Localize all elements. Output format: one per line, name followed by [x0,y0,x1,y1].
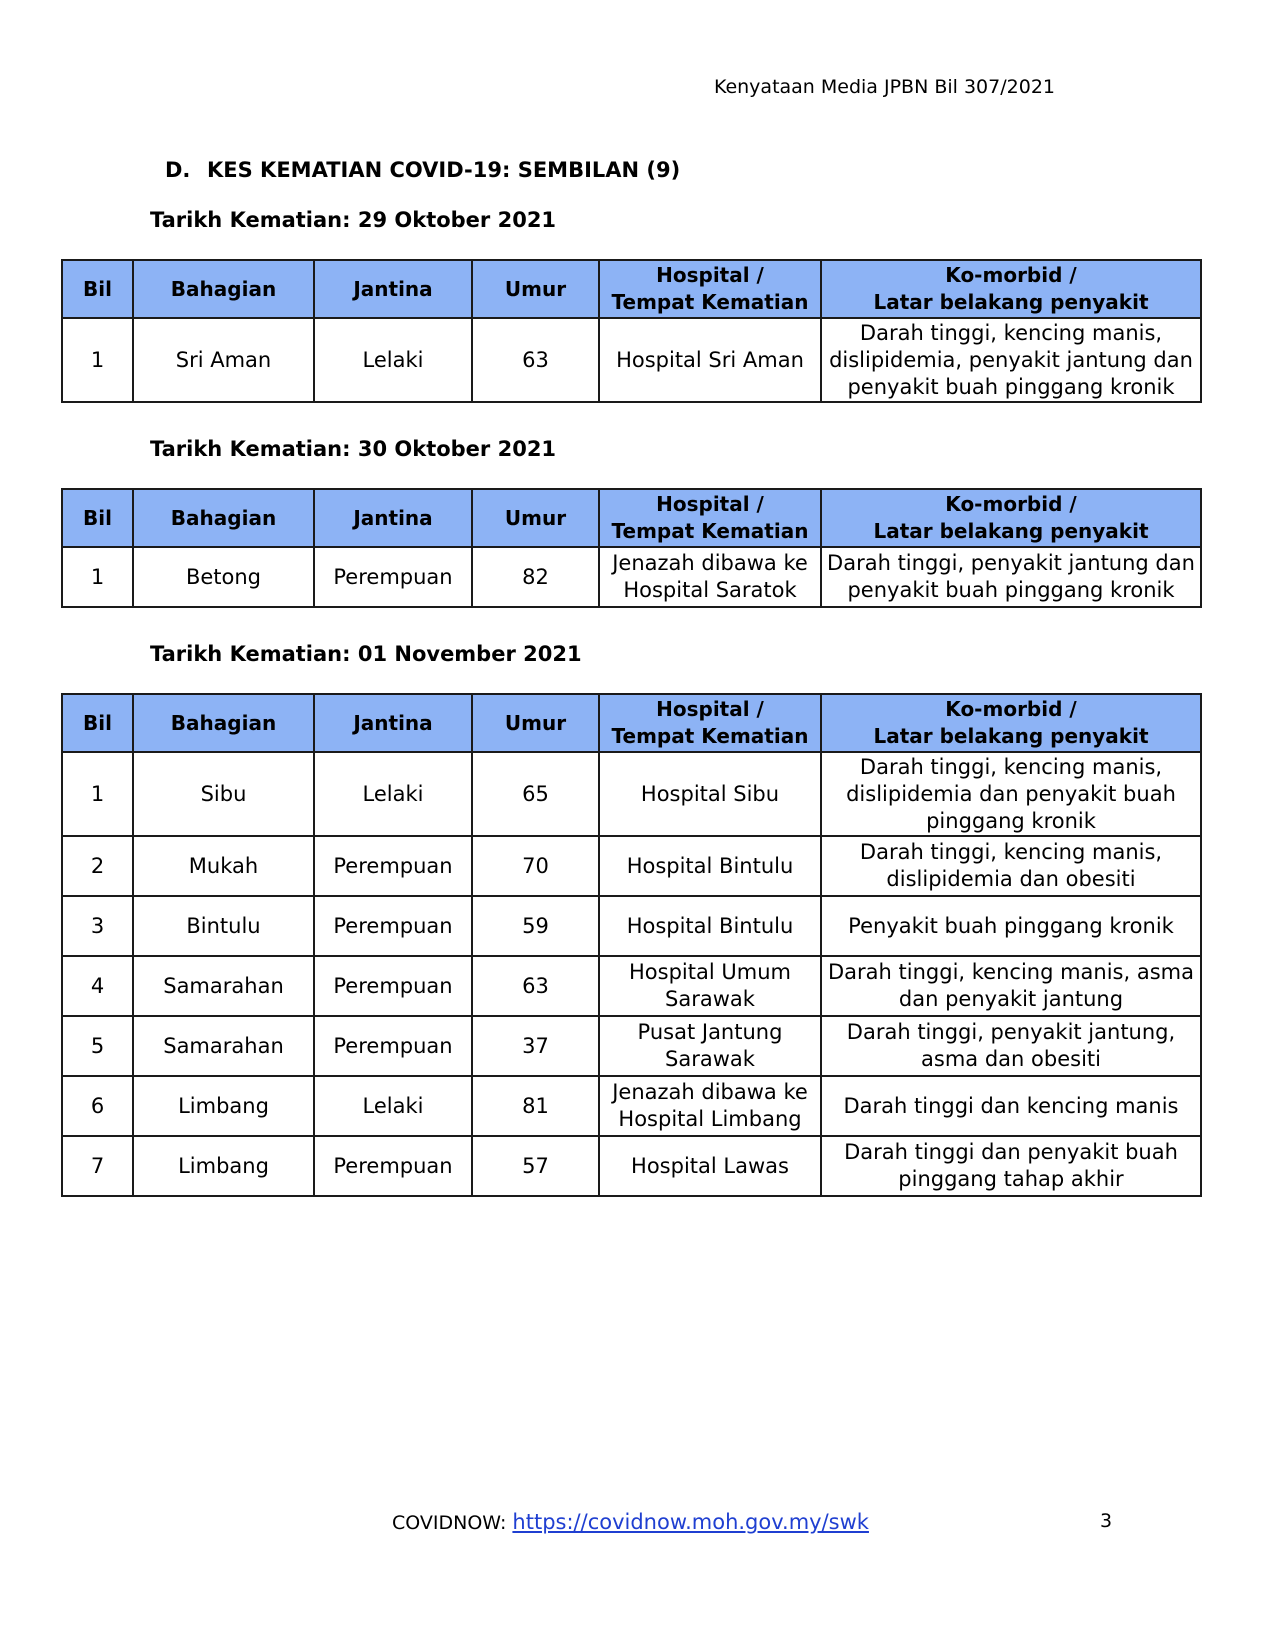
footer-label: COVIDNOW: [392,1512,507,1534]
cell-umur: 37 [472,1016,599,1076]
header-jantina: Jantina [314,694,472,752]
cell-hospital: Hospital Sri Aman [599,318,821,402]
death-table [61,488,1202,608]
cell-umur: 59 [472,896,599,956]
cell-bil: 2 [62,836,133,896]
header-umur: Umur [472,260,599,318]
section-title: KES KEMATIAN COVID-19: SEMBILAN (9) [207,158,681,182]
table-row [62,836,1201,896]
section-heading [165,158,680,182]
cell-umur: 70 [472,836,599,896]
header-row [62,694,1201,752]
cell-komorbid: Darah tinggi dan penyakit buah pinggang tahap akhir [821,1136,1201,1196]
death-table [61,693,1202,1197]
cell-jantina: Perempuan [314,836,472,896]
cell-bahagian: Mukah [133,836,314,896]
header-umur: Umur [472,489,599,547]
table-row [62,896,1201,956]
cell-komorbid: Darah tinggi, kencing manis, dislipidemia dan obesiti [821,836,1201,896]
table-body [62,318,1201,402]
table-row [62,1136,1201,1196]
cell-umur: 63 [472,956,599,1016]
table-body [62,547,1201,607]
cell-hospital: Hospital Bintulu [599,836,821,896]
header-bahagian: Bahagian [133,260,314,318]
cell-hospital: Hospital Bintulu [599,896,821,956]
cell-bahagian: Bintulu [133,896,314,956]
cell-umur: 81 [472,1076,599,1136]
cell-bil: 7 [62,1136,133,1196]
table-row [62,1016,1201,1076]
cell-bahagian: Sibu [133,752,314,836]
cell-komorbid: Darah tinggi, penyakit jantung dan penyakit buah pinggang kronik [821,547,1201,607]
table-header [62,489,1201,547]
header-umur: Umur [472,694,599,752]
table-header [62,260,1201,318]
cell-komorbid: Darah tinggi, kencing manis, dislipidemia dan penyakit buah pinggang kronik [821,752,1201,836]
cell-umur: 82 [472,547,599,607]
header-row [62,489,1201,547]
cell-hospital: Jenazah dibawa ke Hospital Limbang [599,1076,821,1136]
document-reference: Kenyataan Media JPBN Bil 307/2021 [713,76,1055,98]
cell-bil: 1 [62,752,133,836]
cell-komorbid: Darah tinggi, penyakit jantung, asma dan obesiti [821,1016,1201,1076]
header-komorbid: Ko-morbid / Latar belakang penyakit [821,694,1201,752]
cell-bil: 5 [62,1016,133,1076]
cell-komorbid: Darah tinggi, kencing manis, dislipidemia, penyakit jantung dan penyakit buah pinggang kronik [821,318,1201,402]
page-number: 3 [1100,1510,1113,1532]
cell-hospital: Hospital Sibu [599,752,821,836]
cell-bil: 3 [62,896,133,956]
cell-bahagian: Betong [133,547,314,607]
cell-hospital: Hospital Umum Sarawak [599,956,821,1016]
header-row [62,260,1201,318]
cell-hospital: Pusat Jantung Sarawak [599,1016,821,1076]
cell-komorbid: Darah tinggi dan kencing manis [821,1076,1201,1136]
cell-jantina: Perempuan [314,896,472,956]
section-letter: D. [165,158,191,182]
cell-bil: 4 [62,956,133,1016]
header-hospital: Hospital / Tempat Kematian [599,694,821,752]
table-row [62,752,1201,836]
date-label: Tarikh Kematian: 01 November 2021 [150,642,582,666]
cell-bil: 6 [62,1076,133,1136]
covidnow-link[interactable]: https://covidnow.moh.gov.my/swk [512,1510,869,1534]
date-label: Tarikh Kematian: 29 Oktober 2021 [150,208,557,232]
header-jantina: Jantina [314,260,472,318]
cell-jantina: Perempuan [314,547,472,607]
header-komorbid: Ko-morbid / Latar belakang penyakit [821,260,1201,318]
cell-bahagian: Limbang [133,1136,314,1196]
header-bahagian: Bahagian [133,694,314,752]
cell-jantina: Lelaki [314,752,472,836]
header-hospital: Hospital / Tempat Kematian [599,260,821,318]
cell-hospital: Hospital Lawas [599,1136,821,1196]
cell-jantina: Lelaki [314,318,472,402]
cell-komorbid: Darah tinggi, kencing manis, asma dan penyakit jantung [821,956,1201,1016]
header-bil: Bil [62,260,133,318]
cell-bahagian: Limbang [133,1076,314,1136]
footer [392,1510,869,1534]
cell-bahagian: Samarahan [133,956,314,1016]
table-body [62,752,1201,1196]
cell-bil: 1 [62,547,133,607]
table-row [62,547,1201,607]
cell-umur: 65 [472,752,599,836]
cell-jantina: Perempuan [314,1136,472,1196]
cell-umur: 57 [472,1136,599,1196]
cell-jantina: Perempuan [314,956,472,1016]
header-komorbid: Ko-morbid / Latar belakang penyakit [821,489,1201,547]
table-header [62,694,1201,752]
date-label: Tarikh Kematian: 30 Oktober 2021 [150,437,557,461]
death-table [61,259,1202,403]
cell-bahagian: Sri Aman [133,318,314,402]
table-row [62,318,1201,402]
cell-bil: 1 [62,318,133,402]
header-jantina: Jantina [314,489,472,547]
header-bil: Bil [62,694,133,752]
table-row [62,1076,1201,1136]
header-bil: Bil [62,489,133,547]
table-row [62,956,1201,1016]
cell-jantina: Perempuan [314,1016,472,1076]
header-bahagian: Bahagian [133,489,314,547]
cell-hospital: Jenazah dibawa ke Hospital Saratok [599,547,821,607]
cell-bahagian: Samarahan [133,1016,314,1076]
cell-jantina: Lelaki [314,1076,472,1136]
cell-umur: 63 [472,318,599,402]
header-hospital: Hospital / Tempat Kematian [599,489,821,547]
cell-komorbid: Penyakit buah pinggang kronik [821,896,1201,956]
